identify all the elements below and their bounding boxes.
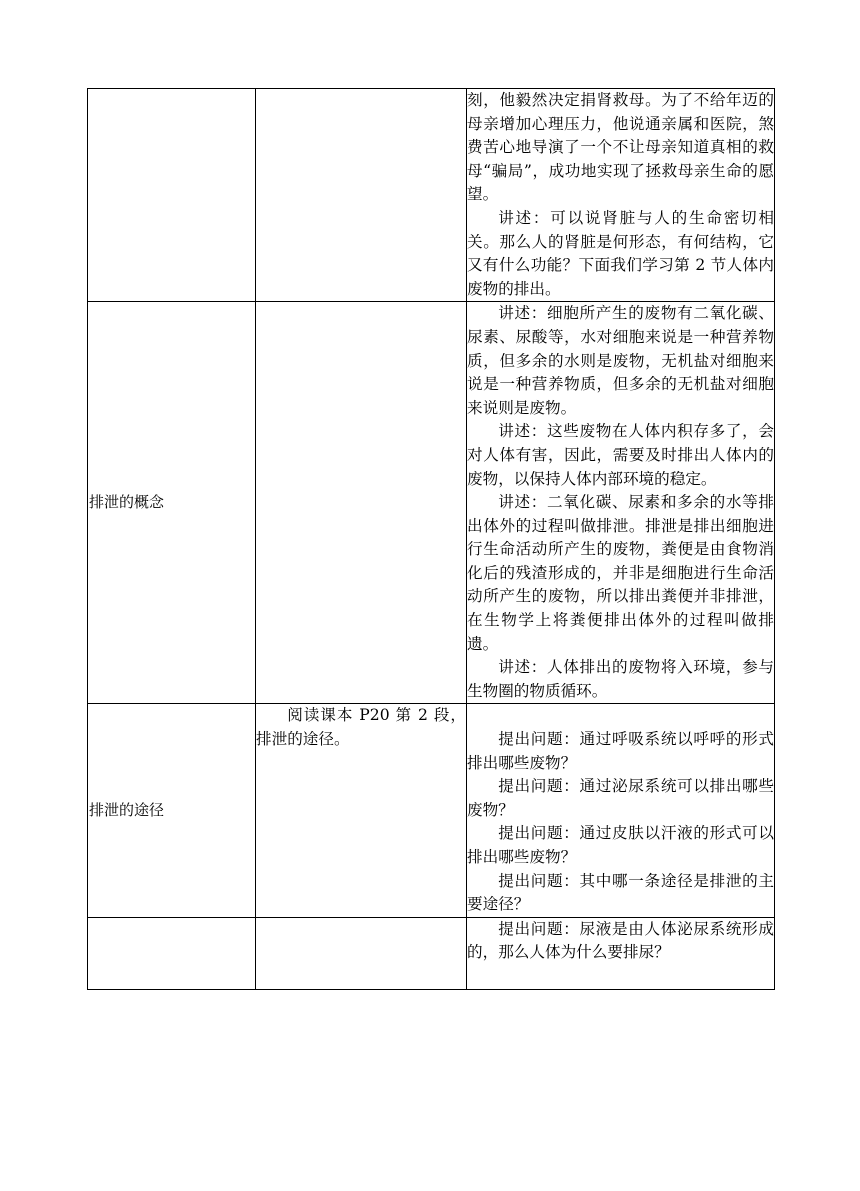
table-row xyxy=(88,89,775,302)
teacher-paragraph: 提出问题：通过皮肤以汗液的形式可以排出哪些废物？ xyxy=(467,824,774,866)
topic-cell xyxy=(88,89,256,302)
student-activity-cell xyxy=(256,89,467,302)
topic-cell xyxy=(88,917,256,989)
teacher-paragraph: 讲述：二氧化碳、尿素和多余的水等排出体外的过程叫做排泄。排泄是排出细胞进行生命活动所产生的废物，粪便是由食物消化后的残渣形成的，并非是细胞进行生命活动所产生的废物，所以排出粪便并非排泄，在生物学上将粪便排出体外的过程叫做排遗。 xyxy=(467,493,774,653)
topic-cell xyxy=(88,302,256,704)
teacher-paragraph: 刻，他毅然决定捐肾救母。为了不给年迈的母亲增加心理压力，他说通亲属和医院，煞费苦心地导演了一个不让母亲知道真相的救母“骗局”，成功地实现了拯救母亲生命的愿望。 xyxy=(467,91,774,204)
student-paragraph: 阅读课本 P20 第 2 段，排泄的途径。 xyxy=(256,706,466,749)
teacher-paragraph: 讲述：这些废物在人体内积存多了，会对人体有害，因此，需要及时排出人体内的废物，以保持人体内部环境的稳定。 xyxy=(467,422,774,488)
student-activity-cell xyxy=(256,704,467,917)
teacher-paragraph: 讲述：人体排出的废物将入环境，参与生物圈的物质循环。 xyxy=(467,658,774,700)
table-body xyxy=(88,89,775,990)
teacher-paragraph xyxy=(467,965,774,989)
lesson-plan-table xyxy=(87,88,775,990)
teacher-paragraph: 讲述：可以说肾脏与人的生命密切相关。那么人的肾脏是何形态，有何结构，它又有什么功能？下面我们学习第 2 节人体内废物的排出。 xyxy=(467,208,774,298)
teacher-paragraph: 提出问题：尿液是由人体泌尿系统形成的，那么人体为什么要排尿？ xyxy=(467,919,774,962)
student-activity-cell xyxy=(256,917,467,989)
table-row xyxy=(88,917,775,989)
teacher-paragraph: 提出问题：其中哪一条途径是排泄的主要途径？ xyxy=(467,871,774,914)
topic-label: 排泄的途径 xyxy=(89,800,165,819)
teacher-activity-cell xyxy=(467,704,775,917)
teacher-activity-cell xyxy=(467,89,775,302)
table-row xyxy=(88,704,775,917)
teacher-paragraph: 提出问题：通过呼吸系统以呼呼的形式排出哪些废物？ xyxy=(467,730,774,772)
teacher-activity-cell xyxy=(467,917,775,989)
topic-cell xyxy=(88,704,256,917)
teacher-paragraph xyxy=(467,704,774,728)
teacher-activity-cell xyxy=(467,302,775,704)
teacher-paragraph: 提出问题：通过泌尿系统可以排出哪些废物？ xyxy=(467,777,774,819)
table-row xyxy=(88,302,775,704)
student-activity-cell xyxy=(256,302,467,704)
teacher-paragraph: 讲述：细胞所产生的废物有二氧化碳、尿素、尿酸等，水对细胞来说是一种营养物质，但多余的水则是废物，无机盐对细胞来说是一种营养物质，但多余的无机盐对细胞来说则是废物。 xyxy=(467,304,774,417)
topic-label: 排泄的概念 xyxy=(89,493,165,512)
